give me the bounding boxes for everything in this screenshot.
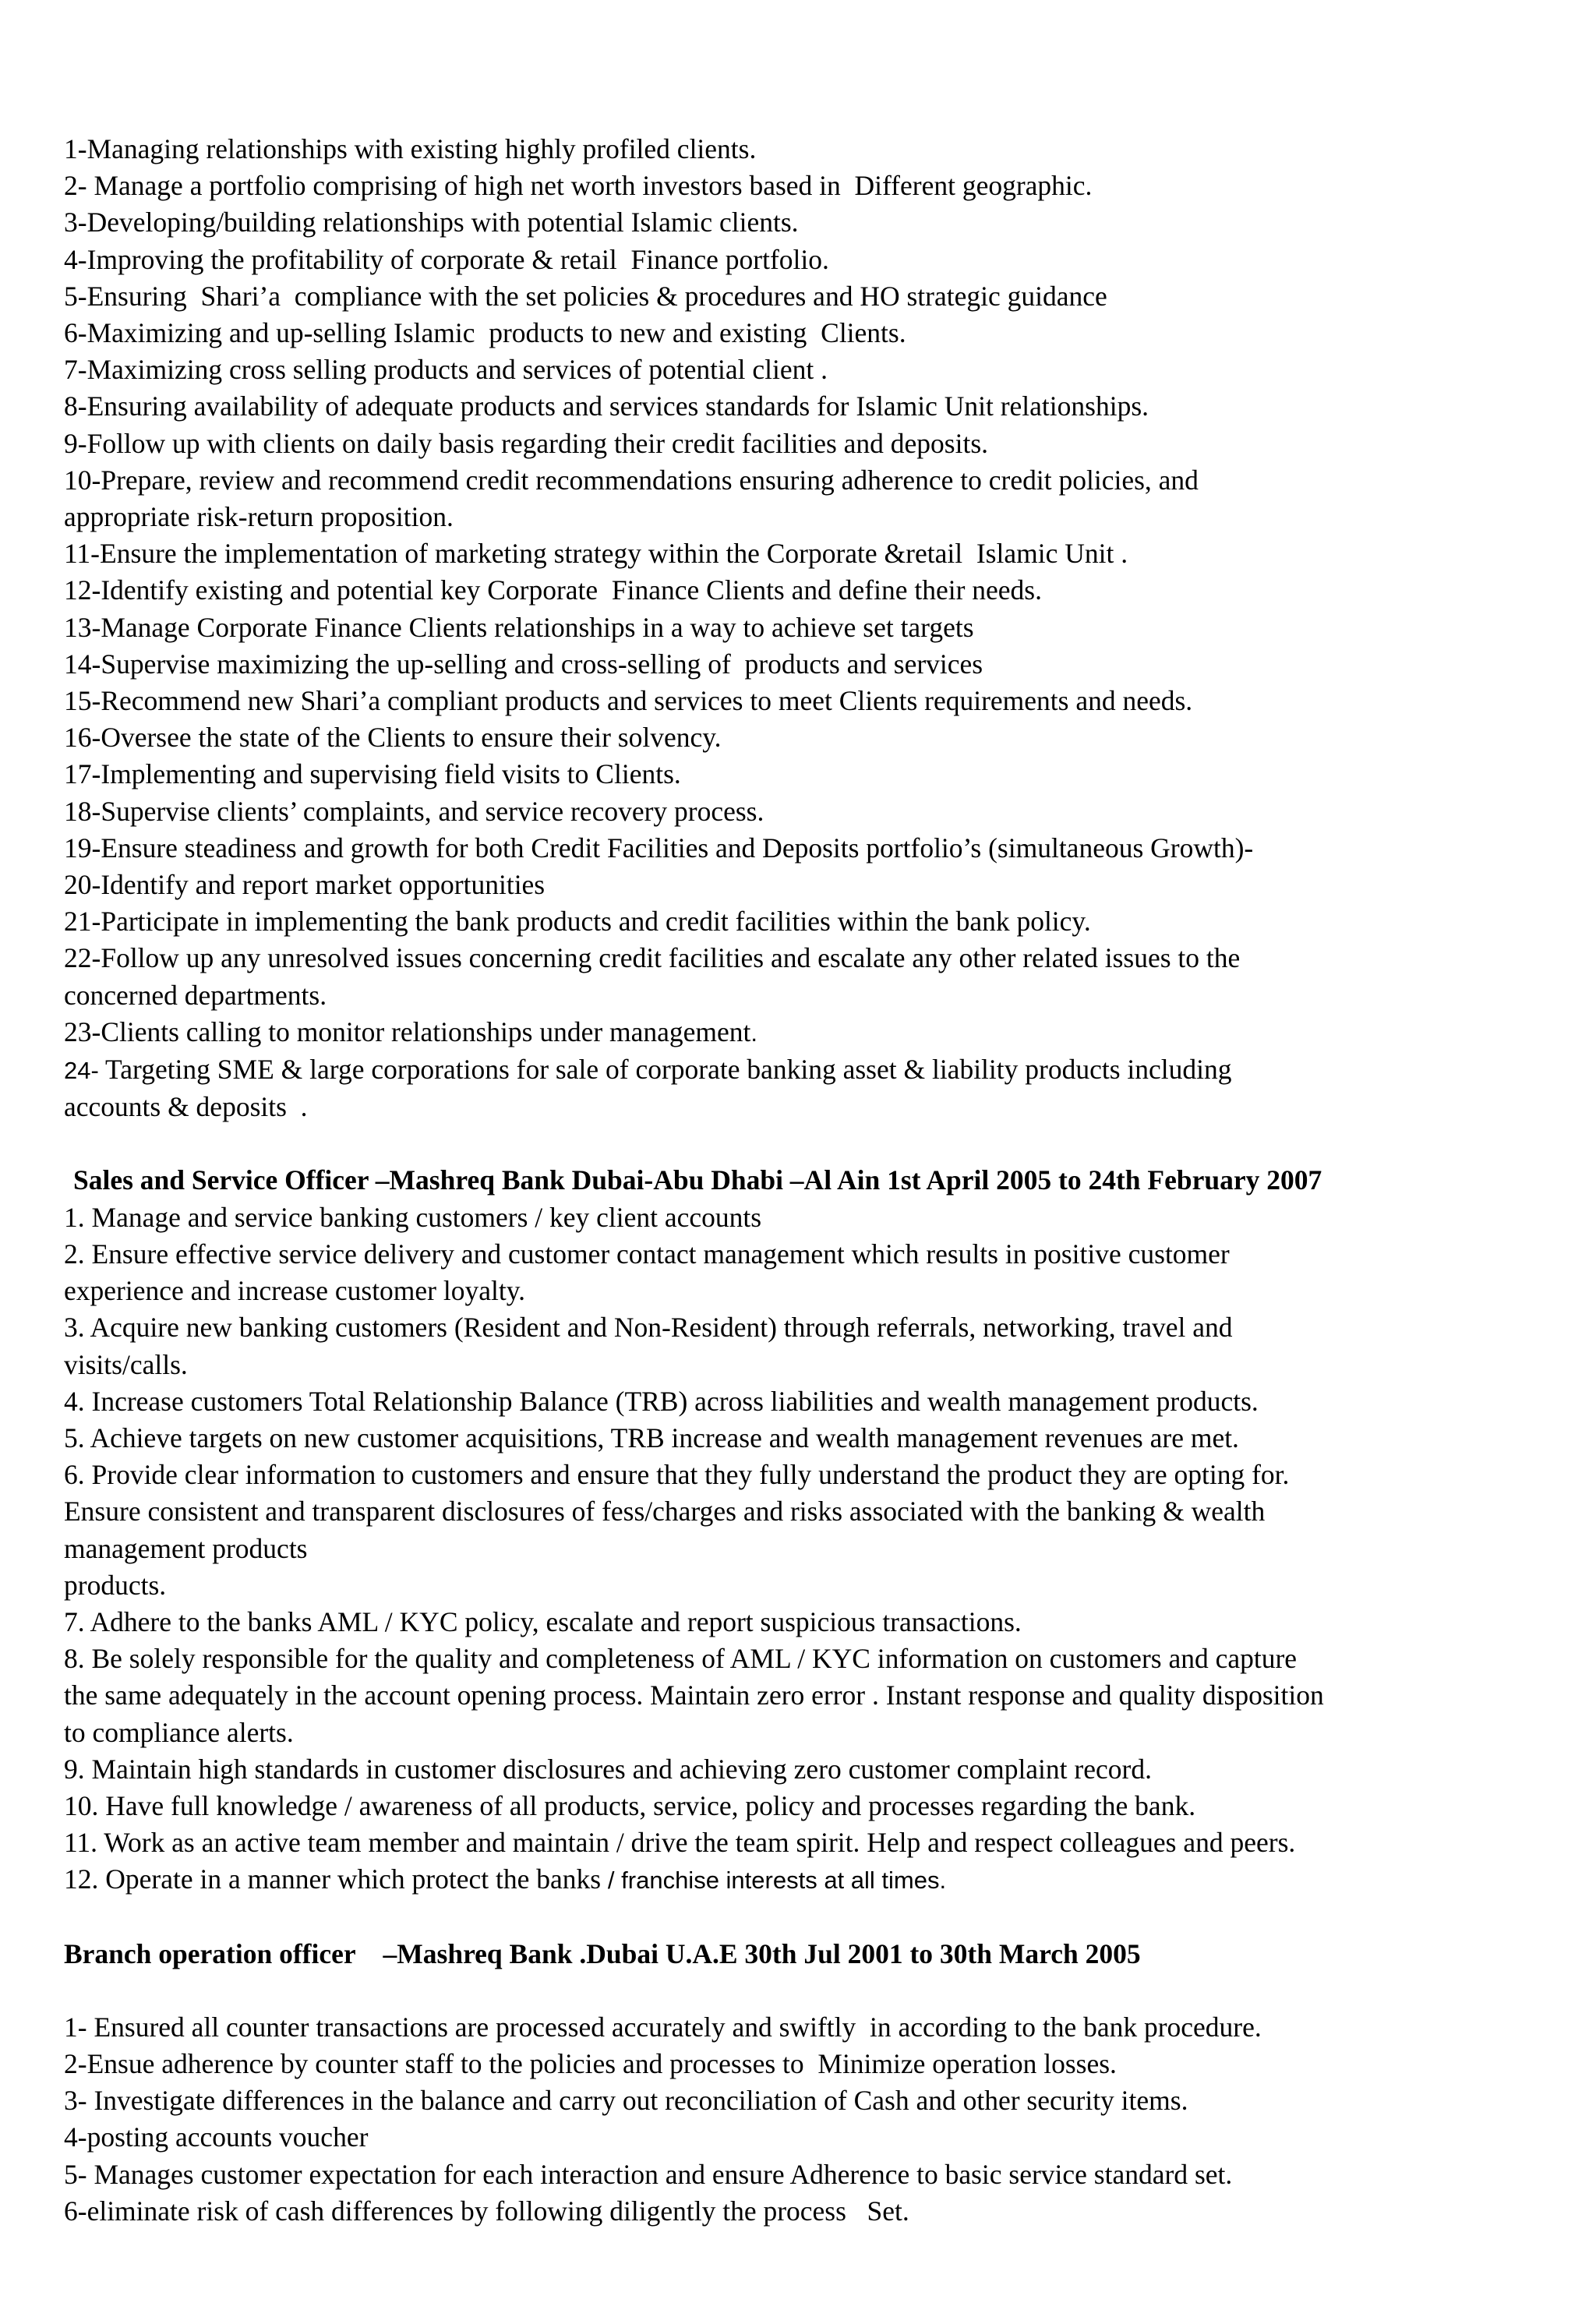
list-item: 9. Maintain high standards in customer disclosures and achieving zero customer complaint record. xyxy=(64,1753,1152,1785)
list-item: 1-Managing relationships with existing highly profiled clients. xyxy=(64,133,757,164)
list-item: 12-Identify existing and potential key Corporate Finance Clients and define their needs. xyxy=(64,574,1042,606)
list-item xyxy=(64,1014,1560,1051)
list-item: 5. Achieve targets on new customer acquisitions, TRB increase and wealth management revenues are met. xyxy=(64,1422,1239,1453)
list-item: 4-posting accounts voucher xyxy=(64,2121,369,2153)
list-item: 6-eliminate risk of cash differences by following diligently the process Set. xyxy=(64,2195,909,2227)
duties-list-islamic-unit xyxy=(64,131,1560,1125)
list-item: 20-Identify and report market opportunities xyxy=(64,869,546,901)
list-item-continuation: visits/calls. xyxy=(64,1348,188,1380)
heading-spacer xyxy=(64,1973,1560,2009)
list-item: 5-Ensuring Shari’a compliance with the set policies & procedures and HO strategic guidance xyxy=(64,280,1107,312)
list-item: 1. Manage and service banking customers / key client accounts xyxy=(64,1201,762,1233)
list-item: 16-Oversee the state of the Clients to ensure their solvency. xyxy=(64,722,722,754)
list-item-continuation: products. xyxy=(64,1569,167,1601)
list-item-continuation: to compliance alerts. xyxy=(64,1716,294,1748)
list-item-text: 12. Operate in a manner which protect the banks xyxy=(64,1863,608,1895)
list-item: 18-Supervise clients’ complaints, and service recovery process. xyxy=(64,795,764,827)
list-item: 2-Ensue adherence by counter staff to the policies and processes to Minimize operation losses. xyxy=(64,2047,1117,2079)
list-item: 10-Prepare, review and recommend credit recommendations ensuring adherence to credit policies, and xyxy=(64,464,1199,496)
list-item-continuation: concerned departments. xyxy=(64,979,327,1011)
job-heading: Branch operation officer –Mashreq Bank .Dubai U.A.E 30th Jul 2001 to 30th March 2005 xyxy=(64,1937,1141,1969)
list-item: 3-Developing/building relationships with potential Islamic clients. xyxy=(64,207,799,238)
list-item: 22-Follow up any unresolved issues concerning credit facilities and escalate any other related issues to the xyxy=(64,942,1241,974)
section-spacer xyxy=(64,1899,1560,1936)
list-item-continuation: accounts & deposits . xyxy=(64,1091,308,1123)
job-section-branch-operation-officer xyxy=(64,1936,1560,2230)
resume-page xyxy=(64,131,1560,2230)
list-item-continuation: appropriate risk-return proposition. xyxy=(64,501,454,533)
list-item: 3- Investigate differences in the balance and carry out reconciliation of Cash and other security items. xyxy=(64,2085,1188,2117)
list-item: 14-Supervise maximizing the up-selling and cross-selling of products and services xyxy=(64,648,983,680)
list-item-text: Targeting SME & large corporations for sale of corporate banking asset & liability products including xyxy=(98,1054,1232,1086)
list-item-continuation: the same adequately in the account opening process. Maintain zero error . Instant response and quality disposition xyxy=(64,1679,1324,1711)
list-item: 1- Ensured all counter transactions are processed accurately and swiftly in according to the bank procedure. xyxy=(64,2011,1262,2043)
list-item: 7. Adhere to the banks AML / KYC policy, escalate and report suspicious transactions. xyxy=(64,1605,1022,1637)
list-item: 8. Be solely responsible for the quality and completeness of AML / KYC information on customers and capture xyxy=(64,1643,1298,1675)
list-item: 4-Improving the profitability of corporate & retail Finance portfolio. xyxy=(64,243,829,275)
list-item: 2- Manage a portfolio comprising of high net worth investors based in Different geographic. xyxy=(64,170,1093,202)
list-item: 8-Ensuring availability of adequate products and services standards for Islamic Unit relationships. xyxy=(64,390,1149,422)
list-item: 4. Increase customers Total Relationship Balance (TRB) across liabilities and wealth management products. xyxy=(64,1385,1259,1417)
list-item-continuation: experience and increase customer loyalty. xyxy=(64,1275,526,1307)
list-item: 6-Maximizing and up-selling Islamic products to new and existing Clients. xyxy=(64,317,906,349)
job-heading: Sales and Service Officer –Mashreq Bank Dubai-Abu Dhabi –Al Ain 1st April 2005 to 24th February 2007 xyxy=(73,1164,1322,1196)
job-section-sales-service-officer xyxy=(64,1162,1560,1898)
list-item-continuation: management products xyxy=(64,1532,308,1564)
list-item-tail: . xyxy=(750,1019,758,1047)
list-item-tail: / franchise interests at all times. xyxy=(607,1867,947,1895)
list-item: 21-Participate in implementing the bank products and credit facilities within the bank policy. xyxy=(64,906,1091,938)
list-item: 7-Maximizing cross selling products and services of potential client . xyxy=(64,354,828,386)
list-item: 19-Ensure steadiness and growth for both Credit Facilities and Deposits portfolio’s (simultaneous Growth)- xyxy=(64,832,1254,864)
list-item xyxy=(64,1051,1560,1089)
list-item: 13-Manage Corporate Finance Clients relationships in a way to achieve set targets xyxy=(64,611,974,643)
list-item: 5- Manages customer expectation for each interaction and ensure Adherence to basic service standard set. xyxy=(64,2158,1233,2190)
list-item-text: 23-Clients calling to monitor relationships under management xyxy=(64,1015,751,1047)
list-item-continuation: Ensure consistent and transparent disclosures of fess/charges and risks associated with the banking & wealth xyxy=(64,1496,1266,1528)
list-item: 17-Implementing and supervising field visits to Clients. xyxy=(64,758,681,790)
list-item-number: 24- xyxy=(64,1057,99,1085)
list-item: 15-Recommend new Shari’a compliant products and services to meet Clients requirements and needs. xyxy=(64,685,1193,717)
list-item: 11. Work as an active team member and maintain / drive the team spirit. Help and respect colleagues and peers. xyxy=(64,1827,1296,1859)
list-item: 10. Have full knowledge / awareness of all products, service, policy and processes regarding the bank. xyxy=(64,1789,1196,1821)
section-spacer xyxy=(64,1125,1560,1162)
list-item: 9-Follow up with clients on daily basis regarding their credit facilities and deposits. xyxy=(64,427,989,459)
list-item: 3. Acquire new banking customers (Resident and Non-Resident) through referrals, networking, travel and xyxy=(64,1312,1233,1344)
list-item: 11-Ensure the implementation of marketing strategy within the Corporate &retail Islamic Unit . xyxy=(64,538,1128,570)
list-item xyxy=(64,1861,1560,1898)
list-item: 2. Ensure effective service delivery and customer contact management which results in positive customer xyxy=(64,1238,1230,1270)
list-item: 6. Provide clear information to customers and ensure that they fully understand the product they are opting for. xyxy=(64,1459,1290,1491)
